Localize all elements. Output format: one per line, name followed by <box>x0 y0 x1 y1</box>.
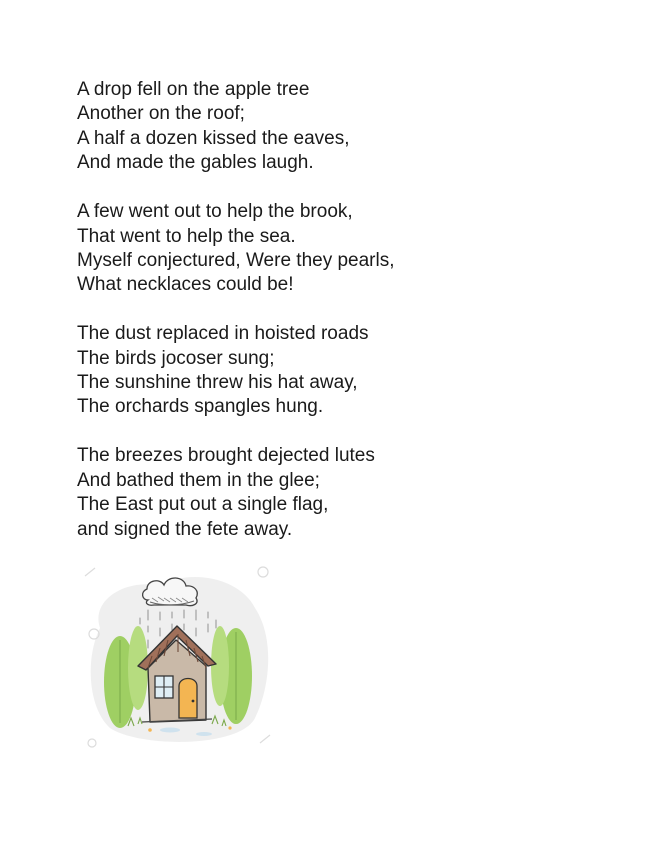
poem-line: The breezes brought dejected lutes <box>77 445 375 467</box>
stanza <box>77 200 557 298</box>
house-in-rain-illustration <box>80 558 275 753</box>
poem-line: That went to help the sea. <box>77 225 296 247</box>
poem-line: Myself conjectured, Were they pearls, <box>77 249 395 271</box>
poem-line: and signed the fete away. <box>77 518 293 540</box>
poem-line: What necklaces could be! <box>77 274 294 296</box>
poem-line: A drop fell on the apple tree <box>77 79 310 100</box>
poem-line: The sunshine threw his hat away, <box>77 372 358 394</box>
poem-line: A few went out to help the brook, <box>77 201 353 223</box>
stanza <box>77 322 557 420</box>
poem-line: Another on the roof; <box>77 103 245 125</box>
poem-line: The birds jocoser sung; <box>77 347 275 369</box>
poem-line: And made the gables laugh. <box>77 152 314 174</box>
poem-line: The dust replaced in hoisted roads <box>77 323 369 345</box>
poem-line: A half a dozen kissed the eaves, <box>77 127 350 149</box>
poem <box>77 78 557 567</box>
poem-line: And bathed them in the glee; <box>77 469 320 491</box>
stanza <box>77 78 557 176</box>
poem-line: The East put out a single flag, <box>77 494 329 516</box>
poem-line: The orchards spangles hung. <box>77 396 324 418</box>
stanza <box>77 444 557 542</box>
